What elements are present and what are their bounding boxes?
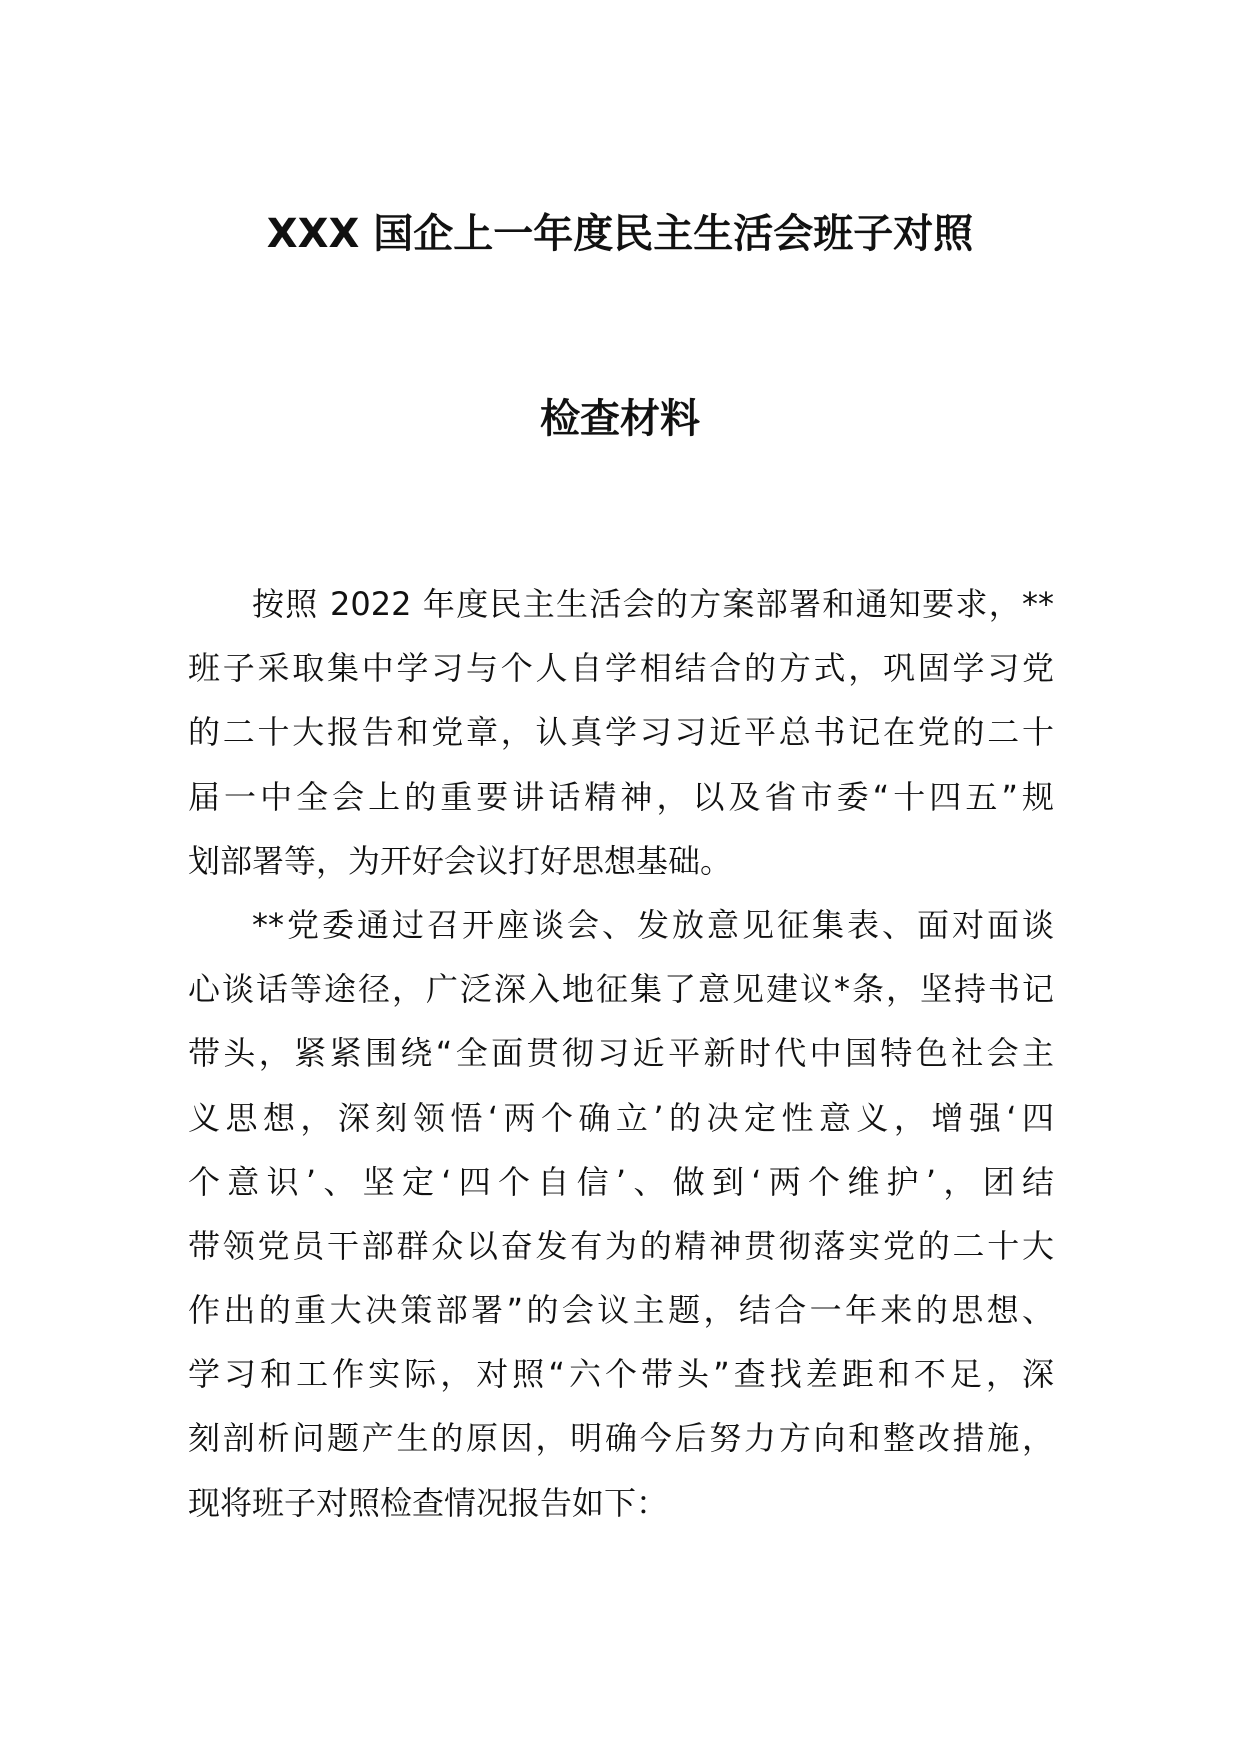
paragraph-line: 的二十大报告和党章，认真学习习近平总书记在党的二十 bbox=[188, 713, 1054, 752]
paragraph-line: 届一中全会上的重要讲话精神，以及省市委“十四五”规 bbox=[188, 777, 1054, 816]
paragraph-line: 义思想，深刻领悟‘两个确立’的决定性意义，增强‘四 bbox=[188, 1098, 1054, 1137]
paragraph-1 bbox=[188, 572, 1054, 893]
paragraph-line: 带领党员干部群众以奋发有为的精神贯彻落实党的二十大 bbox=[188, 1226, 1054, 1265]
paragraph-line: 心谈话等途径，广泛深入地征集了意见建议*条，坚持书记 bbox=[188, 970, 1054, 1009]
paragraph-line: 作出的重大决策部署”的会议主题，结合一年来的思想、 bbox=[188, 1291, 1054, 1330]
paragraph-2 bbox=[188, 893, 1054, 1535]
paragraph-line: 现将班子对照检查情况报告如下： bbox=[188, 1483, 669, 1522]
paragraph-line: 带头，紧紧围绕“全面贯彻习近平新时代中国特色社会主 bbox=[188, 1034, 1054, 1073]
paragraph-line: 个意识’、坚定‘四个自信’、做到‘两个维护’，团结 bbox=[188, 1162, 1054, 1201]
document-title-line-2: 检查材料 bbox=[540, 396, 700, 442]
paragraph-line: 按照 2022 年度民主生活会的方案部署和通知要求，** bbox=[252, 585, 1054, 623]
paragraph-line: 刻剖析问题产生的原因，明确今后努力方向和整改措施， bbox=[188, 1419, 1054, 1458]
paragraph-line: 学习和工作实际，对照“六个带头”查找差距和不足，深 bbox=[188, 1355, 1054, 1394]
document-body bbox=[188, 572, 1054, 1535]
paragraph-line: 班子采取集中学习与个人自学相结合的方式，巩固学习党 bbox=[188, 649, 1054, 688]
document-title-line-1: XXX 国企上一年度民主生活会班子对照 bbox=[266, 211, 974, 257]
paragraph-line: **党委通过召开座谈会、发放意见征集表、面对面谈 bbox=[252, 905, 1054, 944]
paragraph-line: 划部署等，为开好会议打好思想基础。 bbox=[188, 841, 733, 880]
